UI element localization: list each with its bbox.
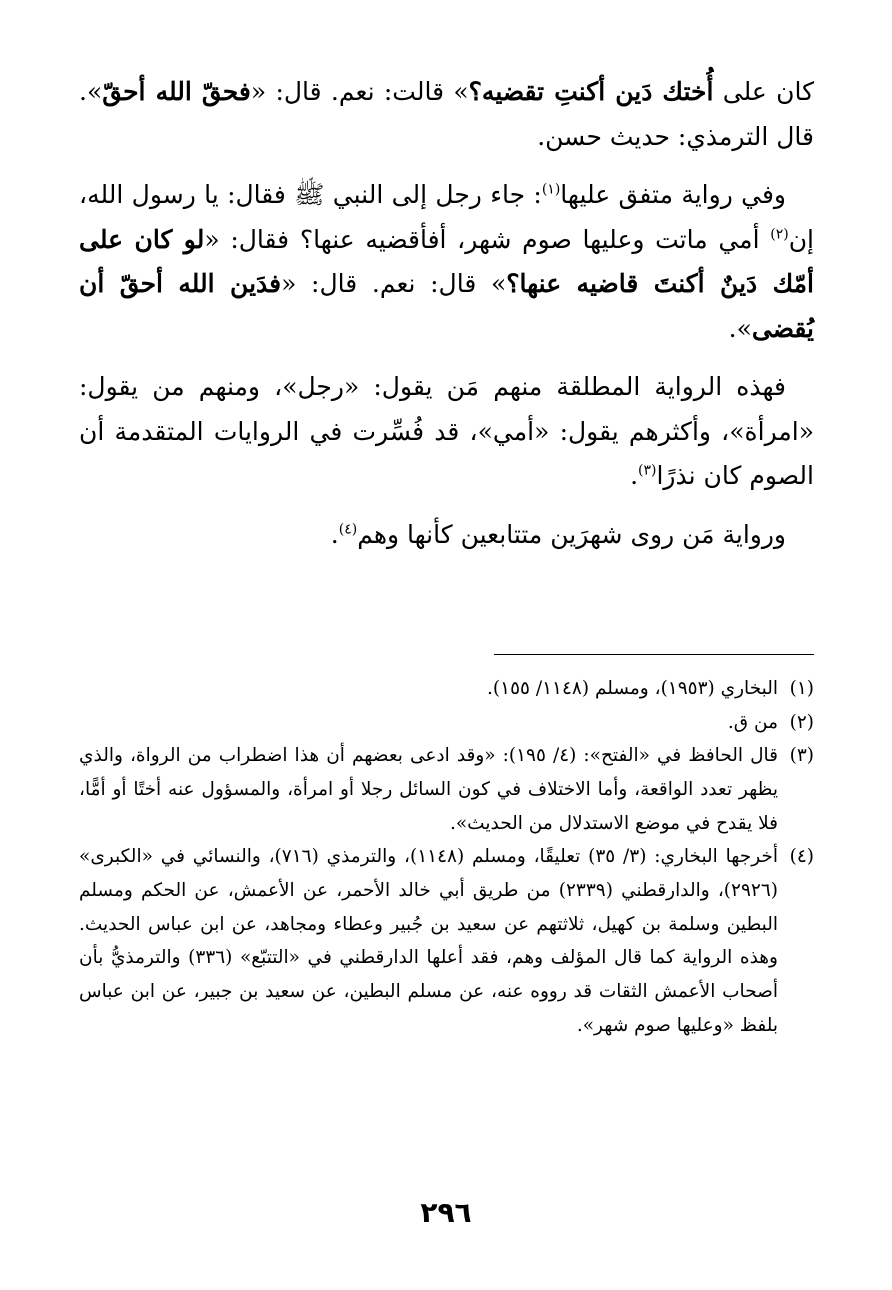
footnote-2	[79, 706, 814, 740]
footnote-ref[interactable]: (٤)	[338, 521, 358, 538]
text-run: فهذه الرواية المطلقة منهم مَن يقول: «رجل»، ومنهم من يقول: «امرأة»، وأكثرهم يقول: «أمي»، قد فُسِّرت في الروايات المتقدمة أن الصوم كان نذرًا	[79, 372, 814, 490]
text-run: : جاء رجل إلى النبي ﷺ فقال: يا رسول الله، إن	[79, 180, 814, 254]
footnote-number: (١)	[789, 678, 814, 699]
text-run: ورواية مَن روى شهرَين متتابعين كأنها وهم	[357, 519, 786, 549]
text-run: كان على	[713, 77, 815, 106]
footnote-text: قال الحافظ في «الفتح»: (٤/ ١٩٥): «وقد ادعى بعضهم أن هذا اضطراب من الرواة، والذي يظهر تعدد الواقعة، وأما الاختلاف في كون السائل رجلا أو امرأة، والمسؤول عنه أختًا أو أمًّا، فلا يقدح في موضع الاستدلال من الحديث».	[79, 745, 778, 834]
paragraph-1	[79, 70, 814, 159]
footnote-separator	[494, 654, 814, 655]
paragraph-2	[79, 173, 814, 351]
paragraph-4	[79, 513, 814, 558]
text-run: أمي ماتت وعليها صوم شهر، أفأقضيه عنها؟ فقال: «	[204, 224, 771, 254]
footnote-text: من ق.	[727, 711, 778, 733]
text-run: .	[630, 461, 639, 490]
footnote-number: (٣)	[789, 745, 814, 767]
page-number: ٢٩٦	[420, 1196, 472, 1229]
bold-quote: أُختك دَين أكنتِ تقضيه؟	[468, 77, 714, 106]
footnote-number: (٤)	[789, 846, 814, 868]
footnote-1	[79, 672, 814, 706]
text-run: » قالت: نعم. قال: «	[250, 77, 469, 106]
footnote-number: (٢)	[789, 711, 814, 733]
text-run: ».	[728, 313, 752, 343]
footnote-text: البخاري (١٩٥٣)، ومسلم (١١٤٨/ ١٥٥).	[487, 678, 778, 699]
bold-quote: فحقّ الله أحقّ	[102, 77, 251, 106]
paragraph-3	[79, 365, 814, 499]
text-run: » قال: نعم. قال: «	[281, 269, 507, 298]
text-run: ». قال الترمذي: حديث حسن.	[79, 77, 814, 151]
bold-quote: لو كان على أمّك دَينٌ أكنتَ قاضيه عنها؟	[79, 224, 814, 298]
footnote-4	[79, 840, 814, 1042]
text-run: .	[330, 519, 339, 549]
footnote-ref[interactable]: (١)	[541, 181, 561, 198]
text-run: وفي رواية متفق عليها	[560, 180, 786, 209]
footnote-3	[79, 739, 814, 840]
main-text	[79, 70, 814, 571]
footnote-ref[interactable]: (٢)	[770, 226, 789, 243]
footnote-ref[interactable]: (٣)	[638, 462, 657, 479]
footnotes	[79, 672, 814, 1042]
bold-quote: فدَين الله أحقّ أن يُقضى	[79, 269, 814, 343]
footnote-text: أخرجها البخاري: (٣/ ٣٥) تعليقًا، ومسلم (١١٤٨)، والترمذي (٧١٦)، والنسائي في «الكبرى» (٢٩٢٦)، والدارقطني (٢٣٣٩) من طريق أبي خالد الأحمر، عن الأعمش، عن الحكم ومسلم البطين وسلمة بن كهيل، ثلاثتهم عن سعيد بن جُبير وعطاء ومجاهد، عن ابن عباس الحديث. وهذه الرواية كما قال المؤلف وهم، فقد أعلها الدارقطني في «التتبّع» (٣٣٦) والترمذيُّ بأن أصحاب الأعمش الثقات قد رووه عنه، عن مسلم البطين، عن سعيد بن جبير، عن ابن عباس بلفظ «وعليها صوم شهر».	[79, 846, 779, 1036]
